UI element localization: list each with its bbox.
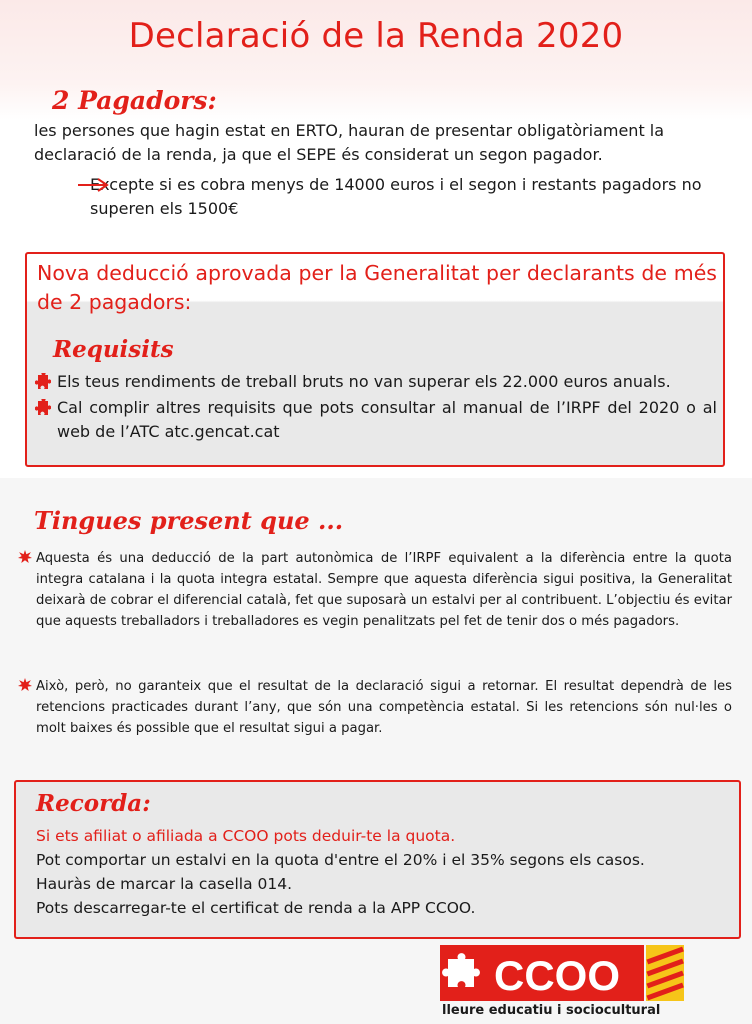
deduccio-box <box>25 252 725 467</box>
recorda-highlight: Si ets afiliat o afiliada a CCOO pots deduir-te la quota. <box>36 827 456 845</box>
deduccio-title: Nova deducció aprovada per la Generalitat per declarants de més de 2 pagadors: <box>37 261 717 314</box>
arrow-right-icon <box>76 178 110 192</box>
recorda-line: Pot comportar un estalvi en la quota d'entre el 20% i el 35% segons els casos. <box>36 851 645 869</box>
starburst-icon <box>18 550 32 564</box>
recorda-line: Pots descarregar-te el certificat de renda a la APP CCOO. <box>36 899 476 917</box>
requisit-text: Els teus rendiments de treball bruts no van superar els 22.000 euros anuals. <box>57 372 671 391</box>
requisits-list <box>35 370 717 446</box>
starburst-icon <box>18 678 32 692</box>
tingues-heading: Tingues present que ... <box>34 506 344 535</box>
puzzle-logo-icon <box>440 945 644 1001</box>
logo-wordmark: CCOO <box>494 952 620 999</box>
puzzle-icon <box>35 399 51 417</box>
note-item <box>18 548 732 632</box>
requisits-heading: Requisits <box>53 336 174 363</box>
logo-caption: lleure educatiu i sociocultural <box>442 1003 661 1018</box>
note-text: Aquesta és una deducció de la part autonòmica de l’IRPF equivalent a la diferència entre la quota integra catalana i la quota integra estatal. Sempre que aquesta diferència sigui positiva, la Generalitat deixarà de cobrar el diferencial català, fet que suposarà un estalvi per al contribuent. L’objectiu és evitar que aquests treballadors i treballadores es vegin penalitzats pel fet de tenir dos o més pagadors. <box>36 551 732 629</box>
ccoo-logo <box>440 945 684 1023</box>
puzzle-icon <box>35 373 51 391</box>
recorda-lines <box>36 824 726 920</box>
note-text: Això, però, no garanteix que el resultat de la declaració sigui a retornar. El resultat dependrà de les retencions practicades durant l’any, que són una competència estatal. Si les retencions són nul·les o molt baixes és possible que el resultat sigui a pagar. <box>36 679 732 736</box>
recorda-heading: Recorda: <box>36 790 151 817</box>
pagadors-heading: 2 Pagadors: <box>52 86 217 115</box>
pagadors-paragraph: les persones que hagin estat en ERTO, hauran de presentar obligatòriament la declaració de la renda, ja que el SEPE és considerat un segon pagador. <box>34 121 665 164</box>
recorda-box <box>14 780 741 939</box>
requisit-text: Cal complir altres requisits que pots consultar al manual de l’IRPF del 2020 o al web de l’ATC atc.gencat.cat <box>57 398 717 441</box>
list-item <box>35 370 717 394</box>
senyera-flag-icon <box>646 945 684 1001</box>
logo-red-block <box>440 945 644 1001</box>
exception-line <box>78 173 718 221</box>
list-item <box>35 396 717 444</box>
recorda-line: Hauràs de marcar la casella 014. <box>36 875 293 893</box>
exception-text: Excepte si es cobra menys de 14000 euros i el segon i restants pagadors no superen els 1500€ <box>90 175 702 218</box>
note-item <box>18 676 732 739</box>
page-title: Declaració de la Renda 2020 <box>128 16 624 56</box>
